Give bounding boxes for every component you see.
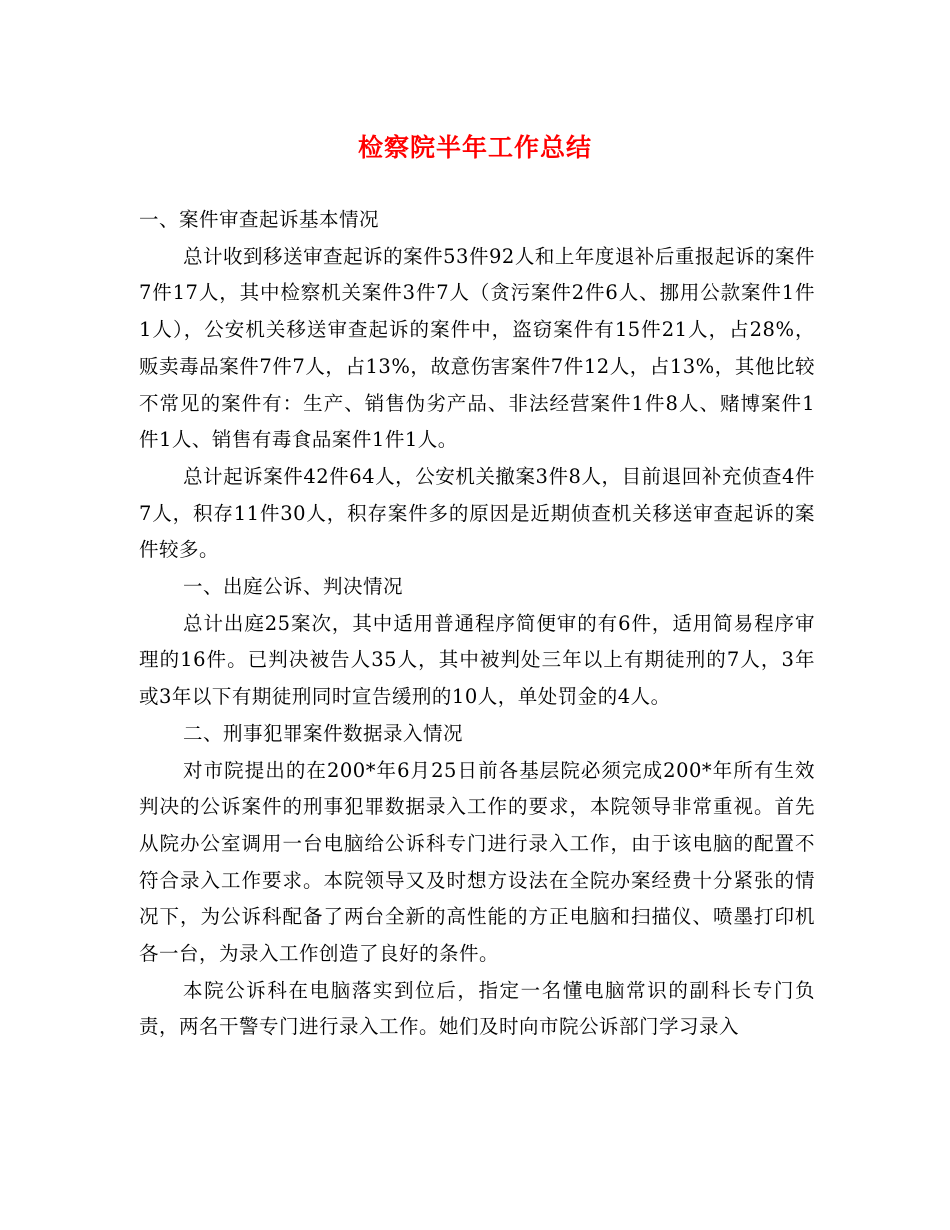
document-body [139,202,815,1046]
section-heading-court-appearance: 一、出庭公诉、判决情况 [183,575,404,599]
paragraph-case-intake: 总计收到移送审查起诉的案件53件92人和上年度退补后重报起诉的案件7件17人，其中检察机关案件3件7人（贪污案件2件6人、挪用公款案件1件1人），公安机关移送审查起诉的案件中，盗窃案件有15件21人，占28%，贩卖毒品案件7件7人，占13%，故意伤害案件7件12人，占13%，其他比较不常见的案件有：生产、销售伪劣产品、非法经营案件1件8人、赌博案件1件1人、销售有毒食品案件1件1人。 [139,244,815,452]
section-heading-data-entry: 二、刑事犯罪案件数据录入情况 [183,721,464,745]
paragraph-court-results: 总计出庭25案次，其中适用普通程序简便审的有6件，适用简易程序审理的16件。已判决被告人35人，其中被判处三年以上有期徒刑的7人，3年或3年以下有期徒刑同时宣告缓刑的10人，单处罚金的4人。 [139,611,815,709]
paragraph-data-entry-requirements: 对市院提出的在200*年6月25日前各基层院必须完成200*年所有生效判决的公诉案件的刑事犯罪数据录入工作的要求，本院领导非常重视。首先从院办公室调用一台电脑给公诉科专门进行录入工作，由于该电脑的配置不符合录入工作要求。本院领导又及时想方设法在全院办案经费十分紧张的情况下，为公诉科配备了两台全新的高性能的方正电脑和扫描仪、喷墨打印机各一台，为录入工作创造了良好的条件。 [139,758,815,966]
paragraph-prosecution-totals: 总计起诉案件42件64人，公安机关撤案3件8人，目前退回补充侦查4件7人，积存11件30人，积存案件多的原因是近期侦查机关移送审查起诉的案件较多。 [139,464,815,562]
document-title: 检察院半年工作总结 [357,133,592,162]
section-heading-case-review: 一、案件审查起诉基本情况 [139,208,380,231]
paragraph-data-entry-staffing: 本院公诉科在电脑落实到位后，指定一名懂电脑常识的副科长专门负责，两名干警专门进行录入工作。她们及时向市院公诉部门学习录入 [139,978,815,1039]
